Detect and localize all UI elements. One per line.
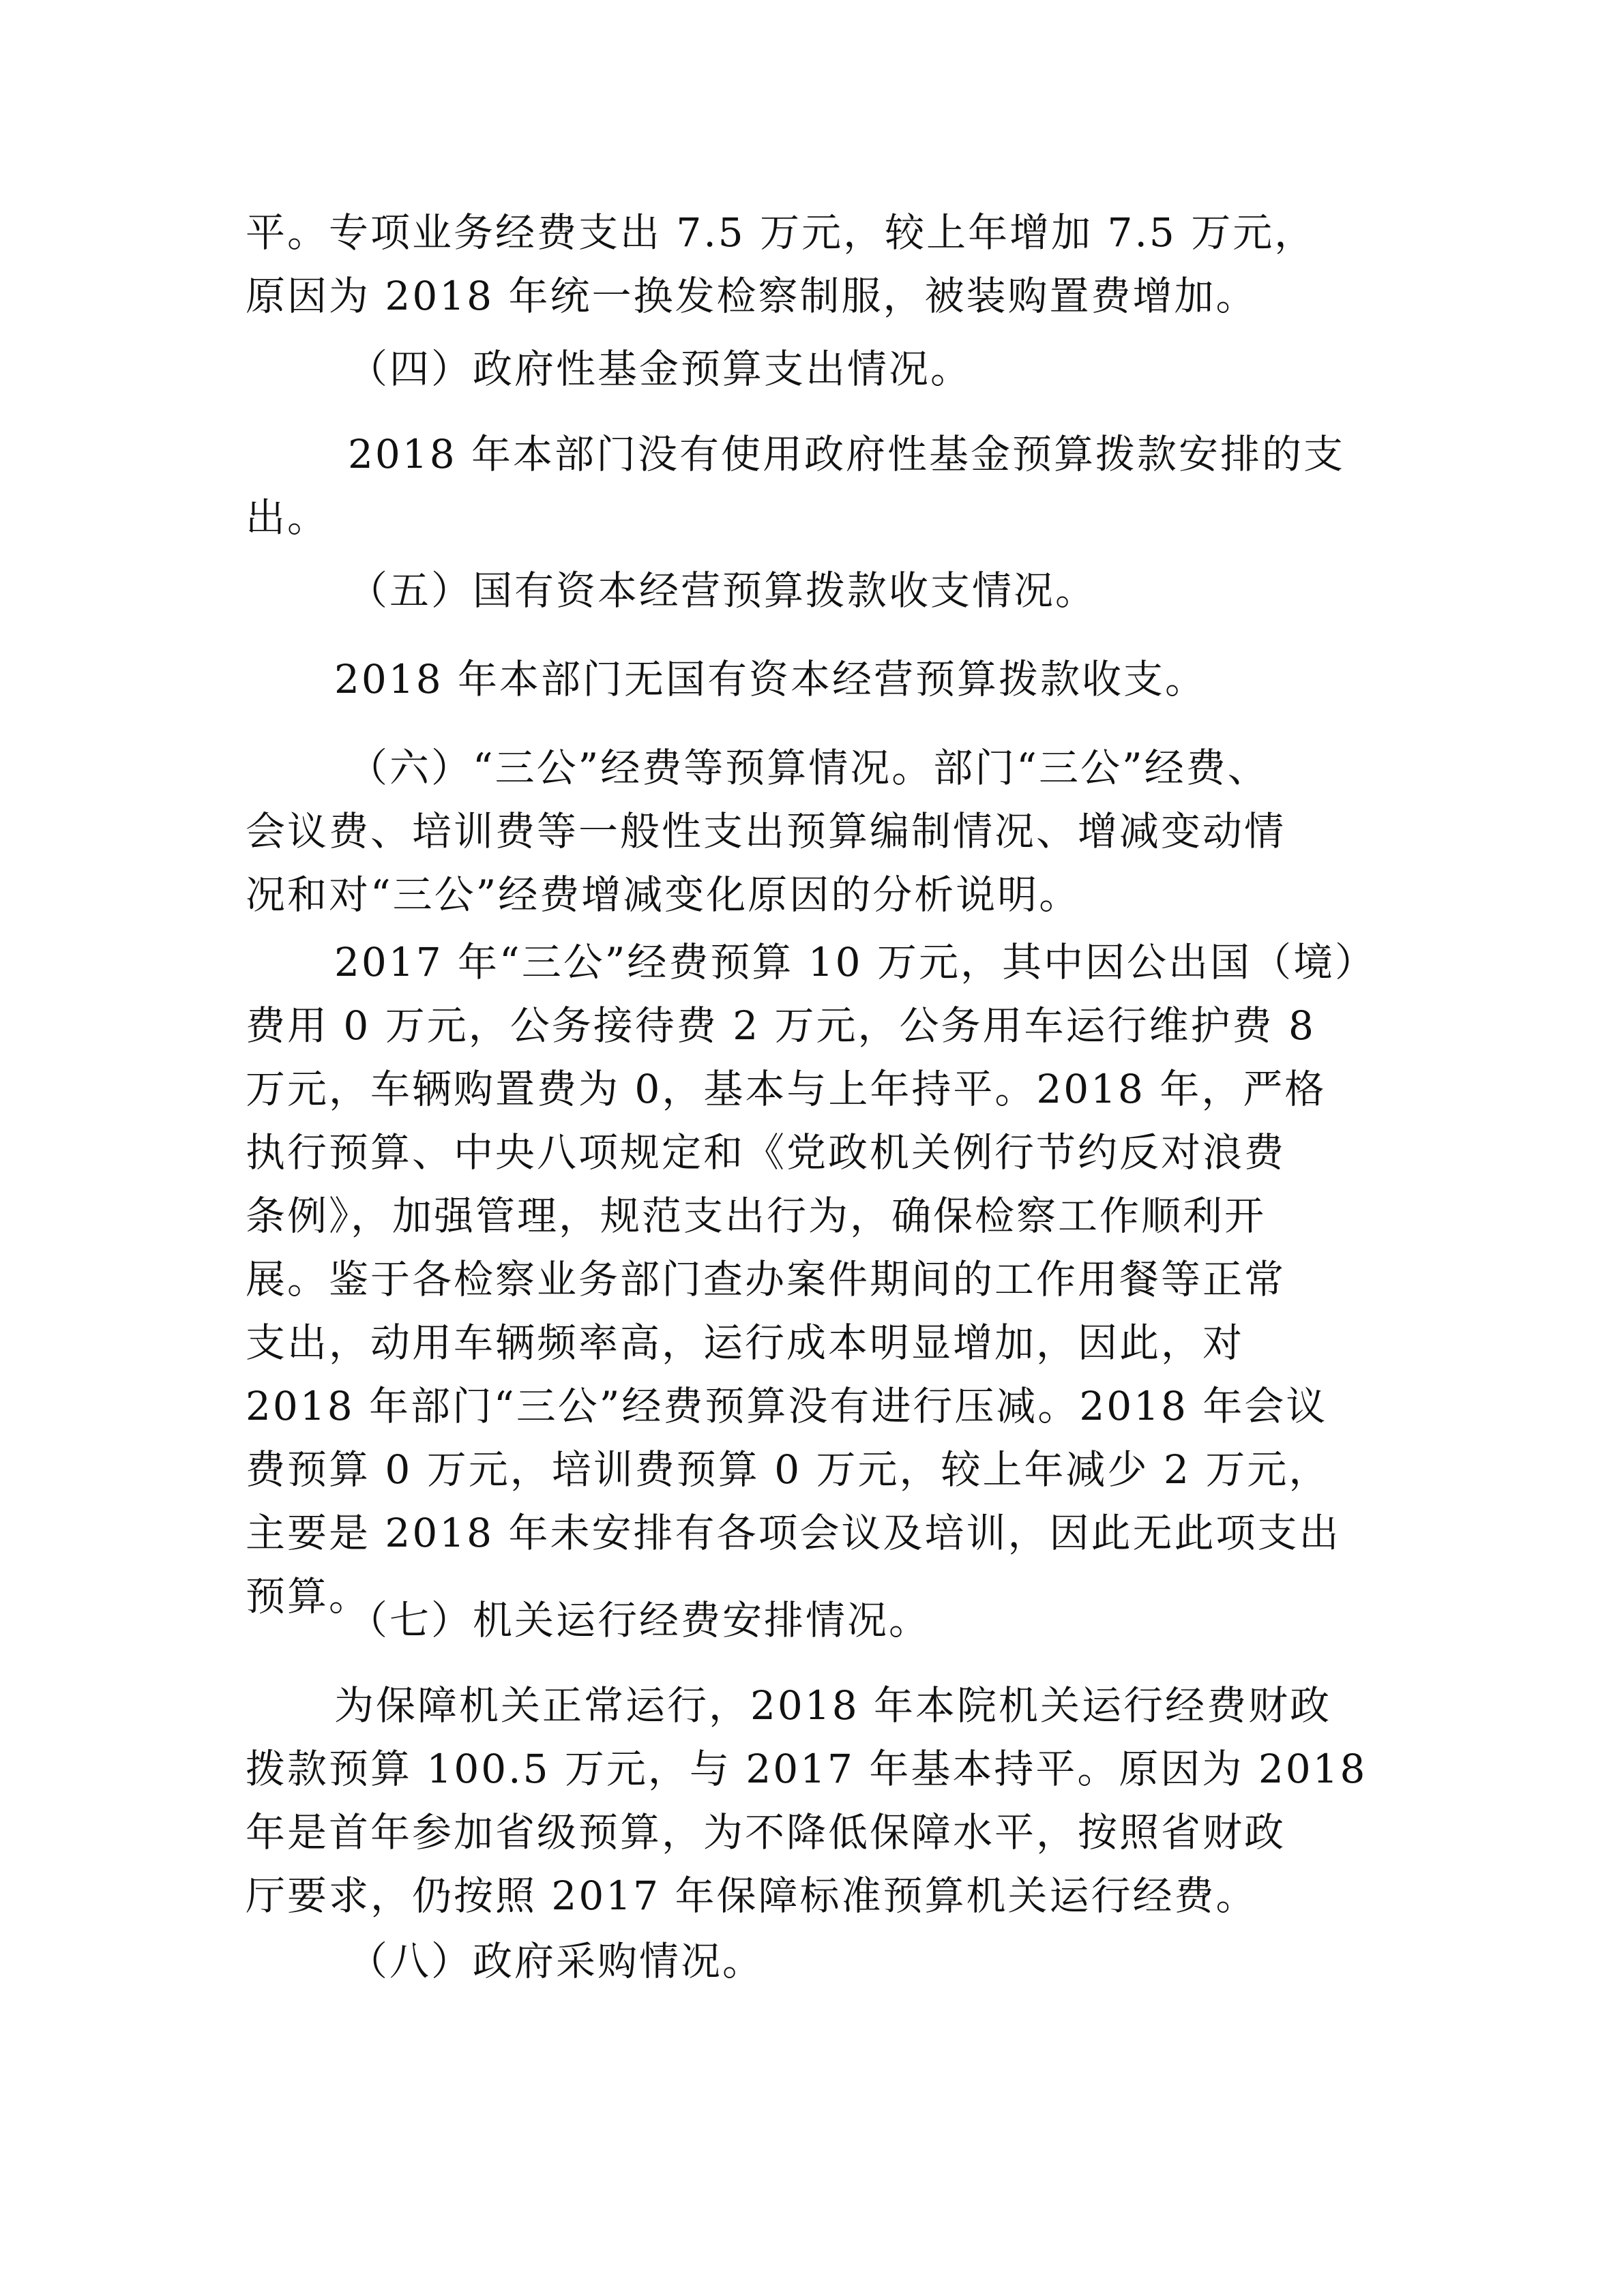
text-line: 会议费、培训费等一般性支出预算编制情况、增减变动情 [246, 808, 1286, 854]
text-line: 年是首年参加省级预算，为不降低保障水平，按照省财政 [246, 1809, 1286, 1855]
text-line: 主要是 2018 年未安排有各项会议及培训，因此无此项支出 [246, 1510, 1341, 1556]
section-heading: （八）政府采购情况。 [348, 1938, 765, 1984]
text-line: 2018 年部门“三公”经费预算没有进行压减。2018 年会议 [246, 1383, 1328, 1429]
heading-government-fund-budget [246, 338, 1391, 401]
text-line: 出。 [246, 494, 329, 541]
section-heading: （五）国有资本经营预算拨款收支情况。 [348, 567, 1097, 614]
text-line: 拨款预算 100.5 万元，与 2017 年基本持平。原因为 2018 [246, 1746, 1368, 1792]
paragraph-special-business-expense [246, 201, 1391, 328]
paragraph-office-operating-expense [246, 1674, 1391, 1928]
text-line: 2018 年本部门没有使用政府性基金预算拨款安排的支 [348, 431, 1346, 477]
text-line: 况和对“三公”经费增减变化原因的分析说明。 [246, 871, 1081, 918]
paragraph-three-public-expenses [246, 931, 1391, 1628]
heading-office-operating-expense [246, 1589, 1391, 1652]
text-line: 为保障机关正常运行，2018 年本院机关运行经费财政 [334, 1682, 1332, 1729]
text-line: 费预算 0 万元，培训费预算 0 万元，较上年减少 2 万元， [246, 1446, 1331, 1493]
paragraph-government-fund-budget [246, 423, 1391, 550]
section-heading: （四）政府性基金预算支出情况。 [348, 346, 973, 392]
text-line: 2017 年“三公”经费预算 10 万元，其中因公出国（境） [334, 939, 1377, 985]
text-line: 执行预算、中央八项规定和《党政机关例行节约反对浪费 [246, 1129, 1286, 1176]
text-line: 2018 年本部门无国有资本经营预算拨款收支。 [334, 656, 1207, 702]
section-heading: （七）机关运行经费安排情况。 [348, 1597, 931, 1643]
heading-government-procurement [246, 1930, 1391, 1993]
heading-state-capital-budget [246, 559, 1391, 623]
paragraph-state-capital-budget [246, 648, 1391, 711]
heading-three-public-expenses [246, 736, 1391, 927]
text-line: 平。专项业务经费支出 7.5 万元，较上年增加 7.5 万元， [246, 209, 1316, 256]
text-line: 展。鉴于各检察业务部门查办案件期间的工作用餐等正常 [246, 1256, 1286, 1302]
text-line: 原因为 2018 年统一换发检察制服，被装购置费增加。 [246, 273, 1258, 319]
text-line: 费用 0 万元，公务接待费 2 万元，公务用车运行维护费 8 [246, 1002, 1316, 1049]
text-line: 条例》，加强管理，规范支出行为，确保检察工作顺利开 [246, 1193, 1267, 1239]
text-line: 支出，动用车辆频率高，运行成本明显增加，因此，对 [246, 1320, 1245, 1366]
text-line: 万元，车辆购置费为 0，基本与上年持平。2018 年，严格 [246, 1066, 1327, 1112]
text-line: 厅要求，仍按照 2017 年保障标准预算机关运行经费。 [246, 1873, 1258, 1919]
text-line: 预算。 [246, 1573, 371, 1620]
section-heading: （六）“三公”经费等预算情况。部门“三公”经费、 [348, 745, 1269, 791]
